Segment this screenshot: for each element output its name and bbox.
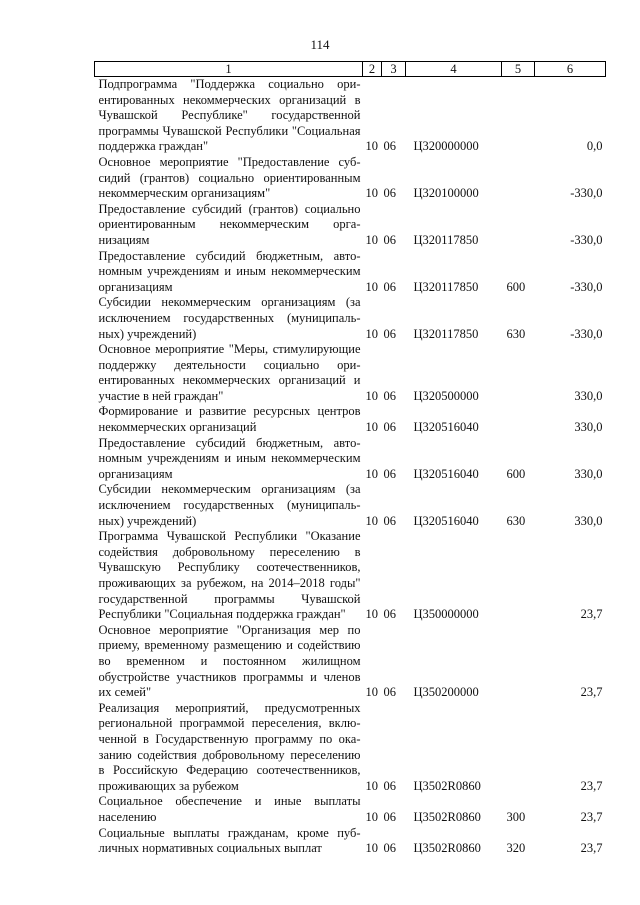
row-section: 10 [365, 326, 378, 341]
row-subsection: 06 [383, 607, 396, 622]
table-row [95, 342, 606, 404]
row-name: Программа Чувашской Республики "Оказание содействия добровольному переселению в Чувашскую Республику соотечественников, проживающих за рубежом, на 2014–2018 годы" государственной программы Чувашской Республики "Социальная поддержка граждан" [98, 529, 361, 622]
row-subsection: 06 [383, 232, 396, 247]
row-name: Предоставление субсидий (грантов) социально ориентированным некоммерческим организациям [98, 201, 361, 247]
row-subsection: 06 [383, 513, 396, 528]
table-body [95, 77, 606, 857]
row-target-article: Ц320117850 [413, 279, 479, 294]
row-expense-type: 600 [506, 279, 526, 294]
row-expense-type [502, 404, 535, 435]
row-section: 10 [365, 841, 378, 856]
row-expense-type: 300 [506, 809, 526, 824]
row-section: 10 [365, 232, 378, 247]
header-row [95, 62, 606, 77]
row-target-article: Ц3502R0860 [413, 809, 481, 824]
row-expense-type: 630 [506, 513, 526, 528]
row-target-article: Ц320000000 [413, 139, 479, 154]
row-amount: 23,7 [580, 607, 603, 622]
table-row [95, 249, 606, 296]
page-number: 114 [310, 37, 330, 52]
row-target-article: Ц3502R0860 [413, 778, 481, 793]
row-name: Основное мероприятие "Организация мер по приему, временному размещению и содействию во временном и постоянном жилищном обустройстве участников программы и членов их семей" [98, 622, 361, 700]
row-amount: -330,0 [570, 279, 603, 294]
table-header [95, 62, 606, 77]
row-expense-type [502, 155, 535, 202]
row-section: 10 [365, 778, 378, 793]
row-section: 10 [365, 279, 378, 294]
table-row [95, 482, 606, 529]
row-section: 10 [365, 809, 378, 824]
row-expense-type [502, 701, 535, 795]
row-section: 10 [365, 466, 378, 481]
row-expense-type [502, 529, 535, 623]
row-subsection: 06 [383, 420, 396, 435]
header-col-2: 2 [363, 62, 382, 77]
row-subsection: 06 [383, 139, 396, 154]
table-row [95, 794, 606, 825]
row-section: 10 [365, 388, 378, 403]
row-section: 10 [365, 139, 378, 154]
row-subsection: 06 [383, 841, 396, 856]
row-name: Подпрограмма "Поддержка социально ориентированных некоммерческих организаций в Чувашской Республике" государственной программы Чувашской Республики "Социальная поддержка граждан" [98, 77, 361, 154]
row-section: 10 [365, 186, 378, 201]
table-row [95, 295, 606, 342]
row-amount: 330,0 [574, 513, 603, 528]
row-target-article: Ц320100000 [413, 186, 479, 201]
row-name: Социальные выплаты гражданам, кроме публичных нормативных социальных выплат [98, 825, 361, 856]
table-row [95, 436, 606, 483]
row-expense-type: 600 [506, 466, 526, 481]
row-expense-type [502, 342, 535, 404]
row-expense-type [502, 202, 535, 249]
row-target-article: Ц320500000 [413, 388, 479, 403]
row-amount: 330,0 [574, 420, 603, 435]
row-subsection: 06 [383, 778, 396, 793]
header-col-5: 5 [502, 62, 535, 77]
row-amount: 23,7 [580, 778, 603, 793]
row-subsection: 06 [383, 279, 396, 294]
row-subsection: 06 [383, 186, 396, 201]
row-name: Реализация мероприятий, предусмотренных региональной программой переселения, включенной в Государственную программу по оказанию содействия добровольному переселению в Российскую Федерацию соотечественников, проживающих за рубежом [98, 700, 361, 793]
row-target-article: Ц320516040 [413, 466, 479, 481]
table-row [95, 155, 606, 202]
row-section: 10 [365, 685, 378, 700]
row-name: Субсидии некоммерческим организациям (за исключением государственных (муниципальных) учреждений) [98, 482, 361, 528]
row-expense-type [502, 623, 535, 701]
row-target-article: Ц320117850 [413, 232, 479, 247]
row-section: 10 [365, 607, 378, 622]
row-subsection: 06 [383, 466, 396, 481]
row-subsection: 06 [383, 685, 396, 700]
row-target-article: Ц3502R0860 [413, 841, 481, 856]
row-target-article: Ц320516040 [413, 420, 479, 435]
row-amount: 330,0 [574, 466, 603, 481]
row-subsection: 06 [383, 809, 396, 824]
row-name: Предоставление субсидий бюджетным, автономным учреждениям и иным некоммерческим организациям [98, 248, 361, 294]
row-name: Основное мероприятие "Предоставление субсидий (грантов) социально ориентированным некоммерческим организациям" [98, 154, 361, 201]
budget-table [94, 61, 606, 857]
table-row [95, 404, 606, 435]
row-subsection: 06 [383, 326, 396, 341]
header-col-6: 6 [535, 62, 606, 77]
table-row [95, 701, 606, 795]
row-target-article: Ц350200000 [413, 685, 479, 700]
row-amount: -330,0 [570, 186, 603, 201]
row-amount: 0,0 [586, 139, 603, 154]
header-col-1: 1 [95, 62, 363, 77]
row-amount: -330,0 [570, 232, 603, 247]
header-col-4: 4 [406, 62, 502, 77]
row-name: Социальное обеспечение и иные выплаты населению [98, 794, 361, 824]
row-target-article: Ц350000000 [413, 607, 479, 622]
row-amount: 23,7 [580, 841, 603, 856]
table-row [95, 623, 606, 701]
row-amount: 330,0 [574, 388, 603, 403]
row-expense-type [502, 77, 535, 155]
table-row [95, 826, 606, 857]
row-name: Предоставление субсидий бюджетным, автономным учреждениям и иным некоммерческим организациям [98, 435, 361, 481]
row-subsection: 06 [383, 388, 396, 403]
row-section: 10 [365, 513, 378, 528]
header-col-3: 3 [382, 62, 406, 77]
row-target-article: Ц320117850 [413, 326, 479, 341]
row-name: Основное мероприятие "Меры, стимулирующие поддержку деятельности социально ориентированных некоммерческих организаций и участие в ней граждан" [98, 342, 361, 403]
table-row [95, 202, 606, 249]
row-amount: 23,7 [580, 809, 603, 824]
row-expense-type: 320 [506, 841, 526, 856]
row-amount: -330,0 [570, 326, 603, 341]
row-section: 10 [365, 420, 378, 435]
table-row [95, 529, 606, 623]
row-name: Субсидии некоммерческим организациям (за исключением государственных (муниципальных) учреждений) [98, 295, 361, 341]
row-amount: 23,7 [580, 685, 603, 700]
table-row [95, 77, 606, 155]
row-name: Формирование и развитие ресурсных центров некоммерческих организаций [98, 404, 361, 435]
row-expense-type: 630 [506, 326, 526, 341]
row-target-article: Ц320516040 [413, 513, 479, 528]
